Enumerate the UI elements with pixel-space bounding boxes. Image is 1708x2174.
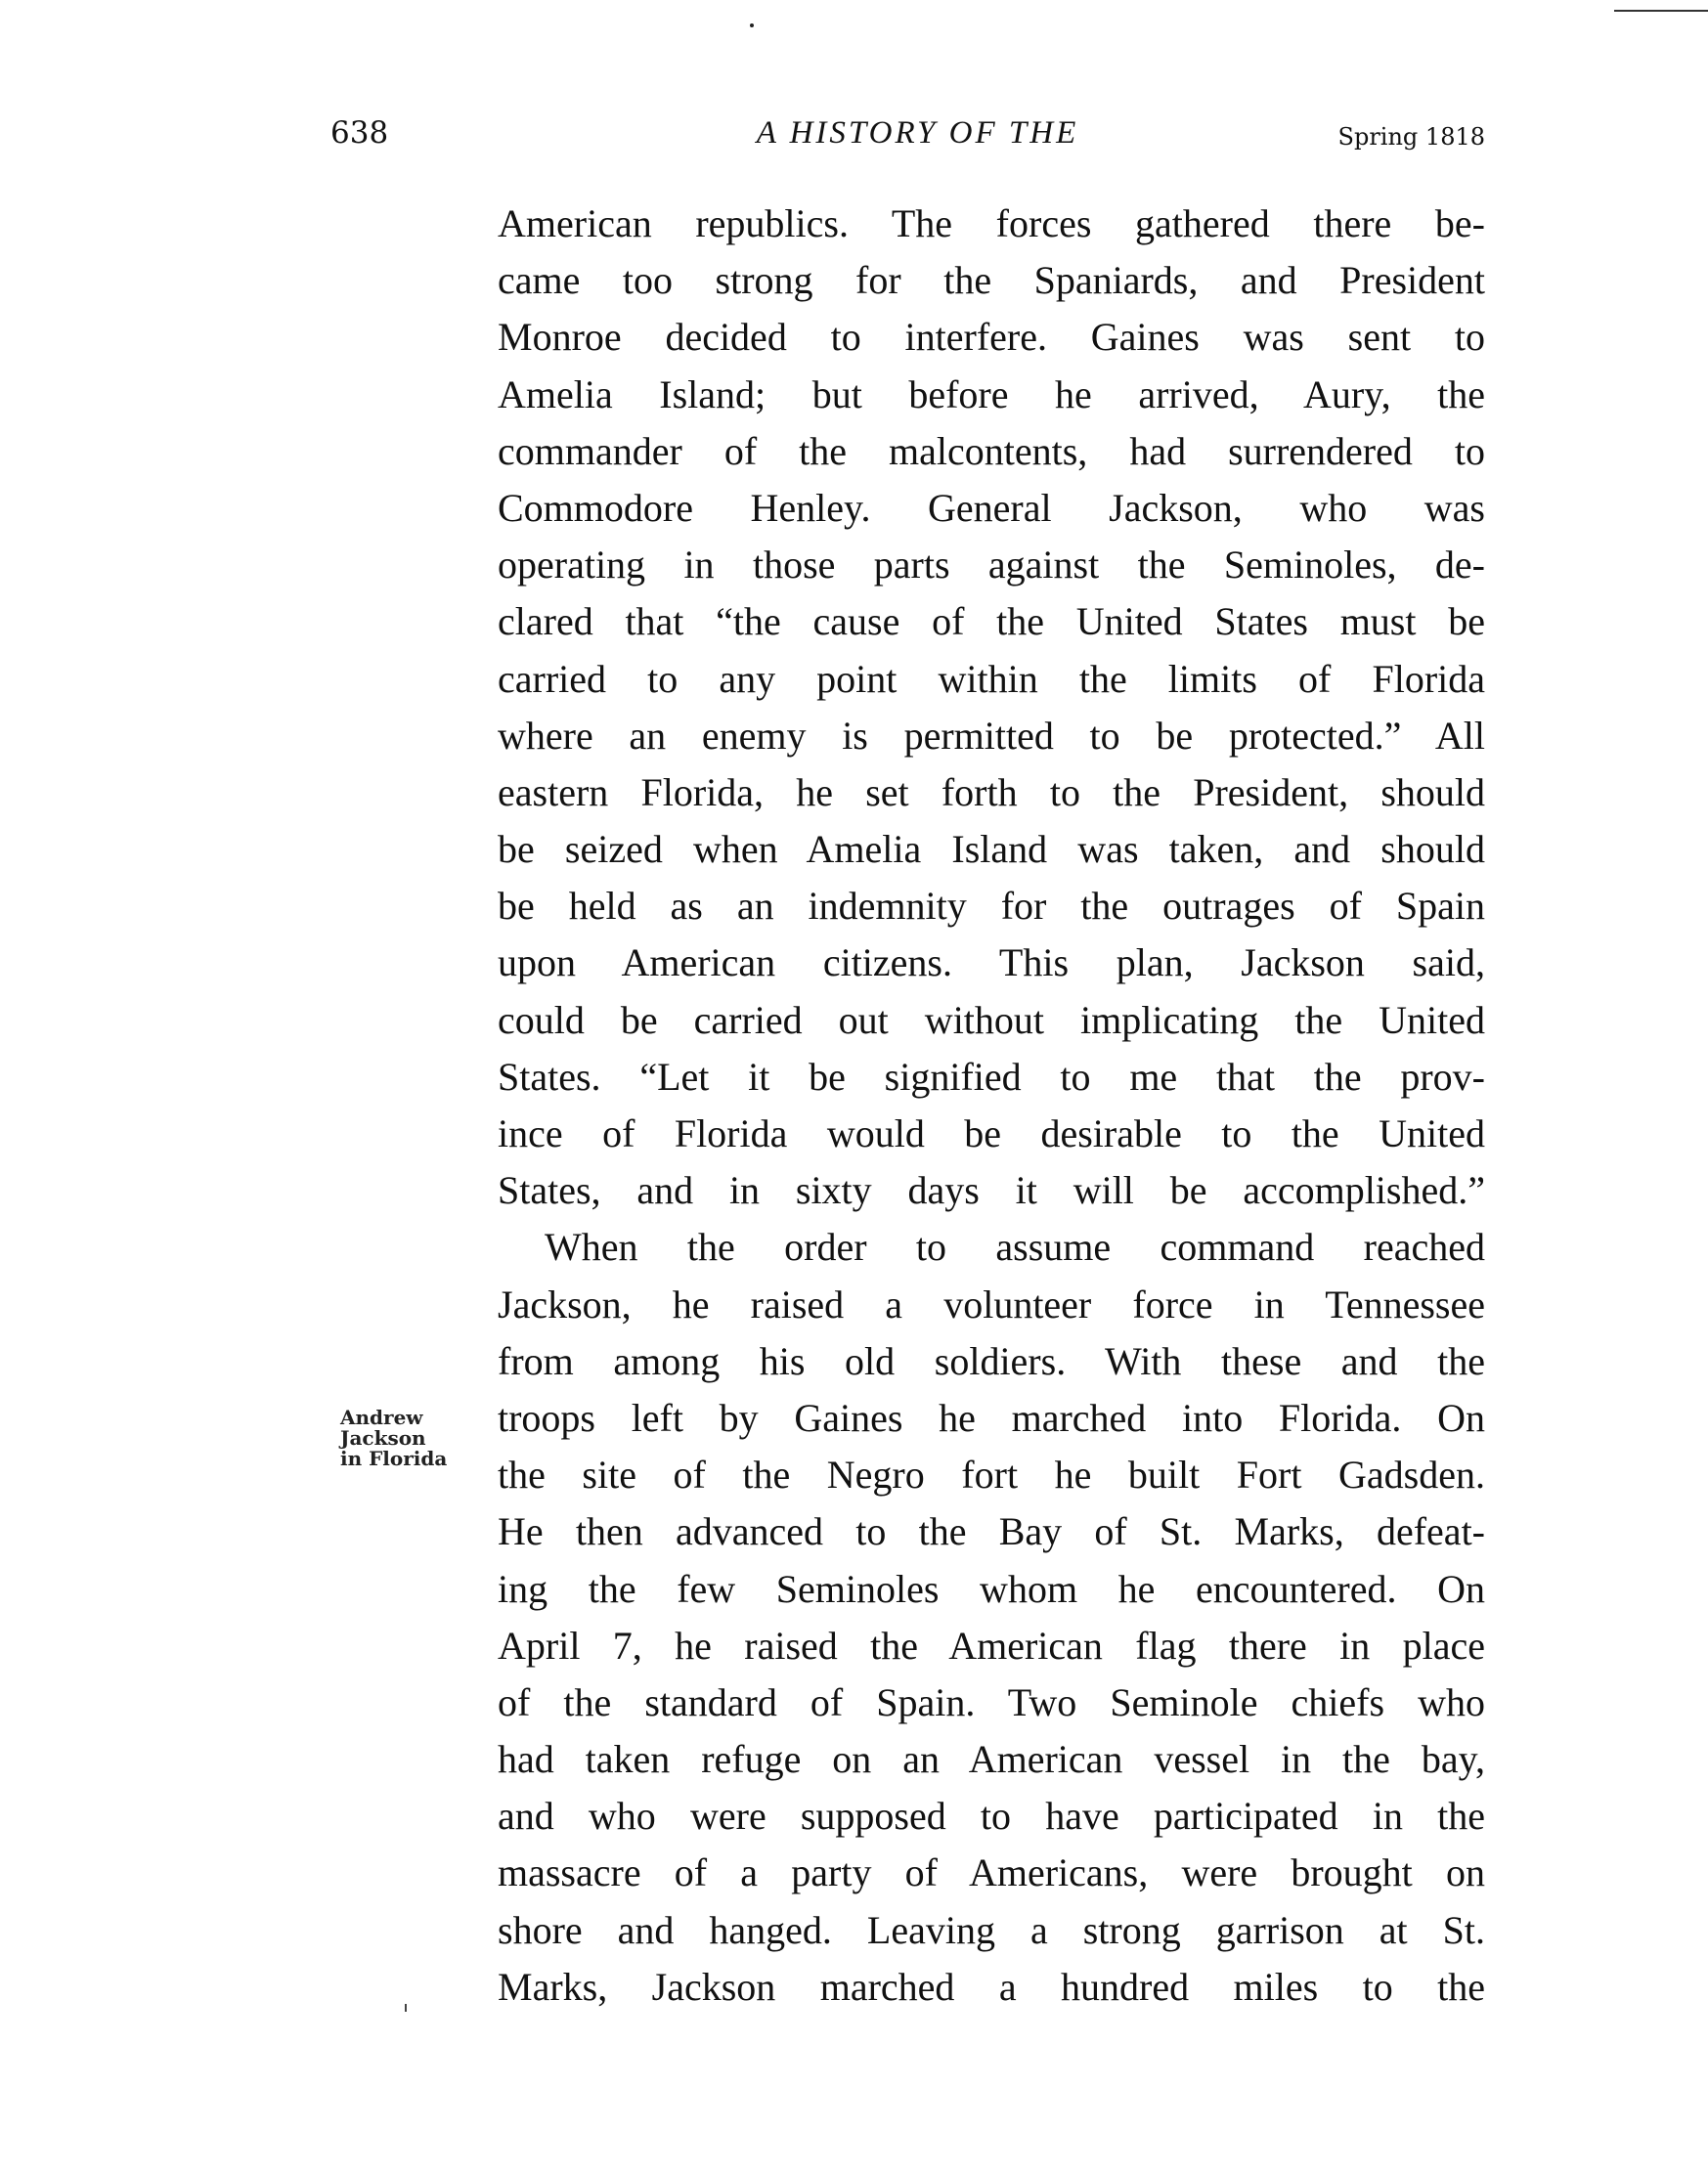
margin-note-line: in Florida [340,1447,448,1470]
text-line: States, and in sixty days it will be accomplished.” [498,1168,1485,1213]
text-line: ing the few Seminoles whom he encountered. On [498,1566,1485,1611]
running-date: Spring 1818 [1337,123,1485,151]
text-line: ince of Florida would be desirable to the United [498,1111,1485,1155]
text-line: Amelia Island; but before he arrived, Aury, the [498,371,1485,416]
text-line: had taken refuge on an American vessel in the bay, [498,1737,1485,1782]
text-line: carried to any point within the limits of Florida [498,656,1485,701]
text-line: the site of the Negro fort he built Fort Gadsden. [498,1453,1485,1498]
text-line: troops left by Gaines he marched into Florida. On [498,1395,1485,1440]
text-line: where an enemy is permitted to be protected.” All [498,713,1485,758]
text-line: upon American citizens. This plan, Jackson said, [498,940,1485,985]
scan-speck [750,23,754,27]
margin-note [340,1408,447,1469]
page-number: 638 [330,115,389,151]
scan-speck [405,2004,407,2012]
running-title: A HISTORY OF THE [756,115,1079,151]
text-line: April 7, he raised the American flag there in place [498,1623,1485,1668]
text-line: be seized when Amelia Island was taken, and should [498,827,1485,872]
text-line: States. “Let it be signified to me that the prov- [498,1054,1485,1099]
text-line: came too strong for the Spaniards, and President [498,258,1485,303]
text-line: When the order to assume command reached [545,1225,1485,1270]
text-line: American republics. The forces gathered there be- [498,201,1485,245]
text-line: Commodore Henley. General Jackson, who was [498,485,1485,530]
text-line: could be carried out without implicating the United [498,997,1485,1042]
text-line: Jackson, he raised a volunteer force in Tennessee [498,1282,1485,1326]
text-line: from among his old soldiers. With these and the [498,1338,1485,1383]
text-line: be held as an indemnity for the outrages of Spain [498,884,1485,929]
text-line: eastern Florida, he set forth to the President, should [498,769,1485,814]
margin-note-line: Andrew [340,1406,423,1429]
text-line: shore and hanged. Leaving a strong garrison at St. [498,1907,1485,1952]
text-line: operating in those parts against the Seminoles, de- [498,543,1485,587]
text-line: Marks, Jackson marched a hundred miles to the [498,1964,1485,2009]
text-line: and who were supposed to have participated in the [498,1794,1485,1839]
text-line: clared that “the cause of the United States must be [498,599,1485,644]
text-line: of the standard of Spain. Two Seminole chiefs who [498,1679,1485,1724]
scan-edge-rule [1614,10,1708,12]
body-text [498,196,1485,2016]
margin-note-line: Jackson [340,1426,426,1450]
text-line: massacre of a party of Americans, were brought on [498,1850,1485,1895]
text-line: commander of the malcontents, had surrendered to [498,428,1485,473]
text-line: Monroe decided to interfere. Gaines was sent to [498,315,1485,360]
text-line: He then advanced to the Bay of St. Marks, defeat- [498,1509,1485,1554]
